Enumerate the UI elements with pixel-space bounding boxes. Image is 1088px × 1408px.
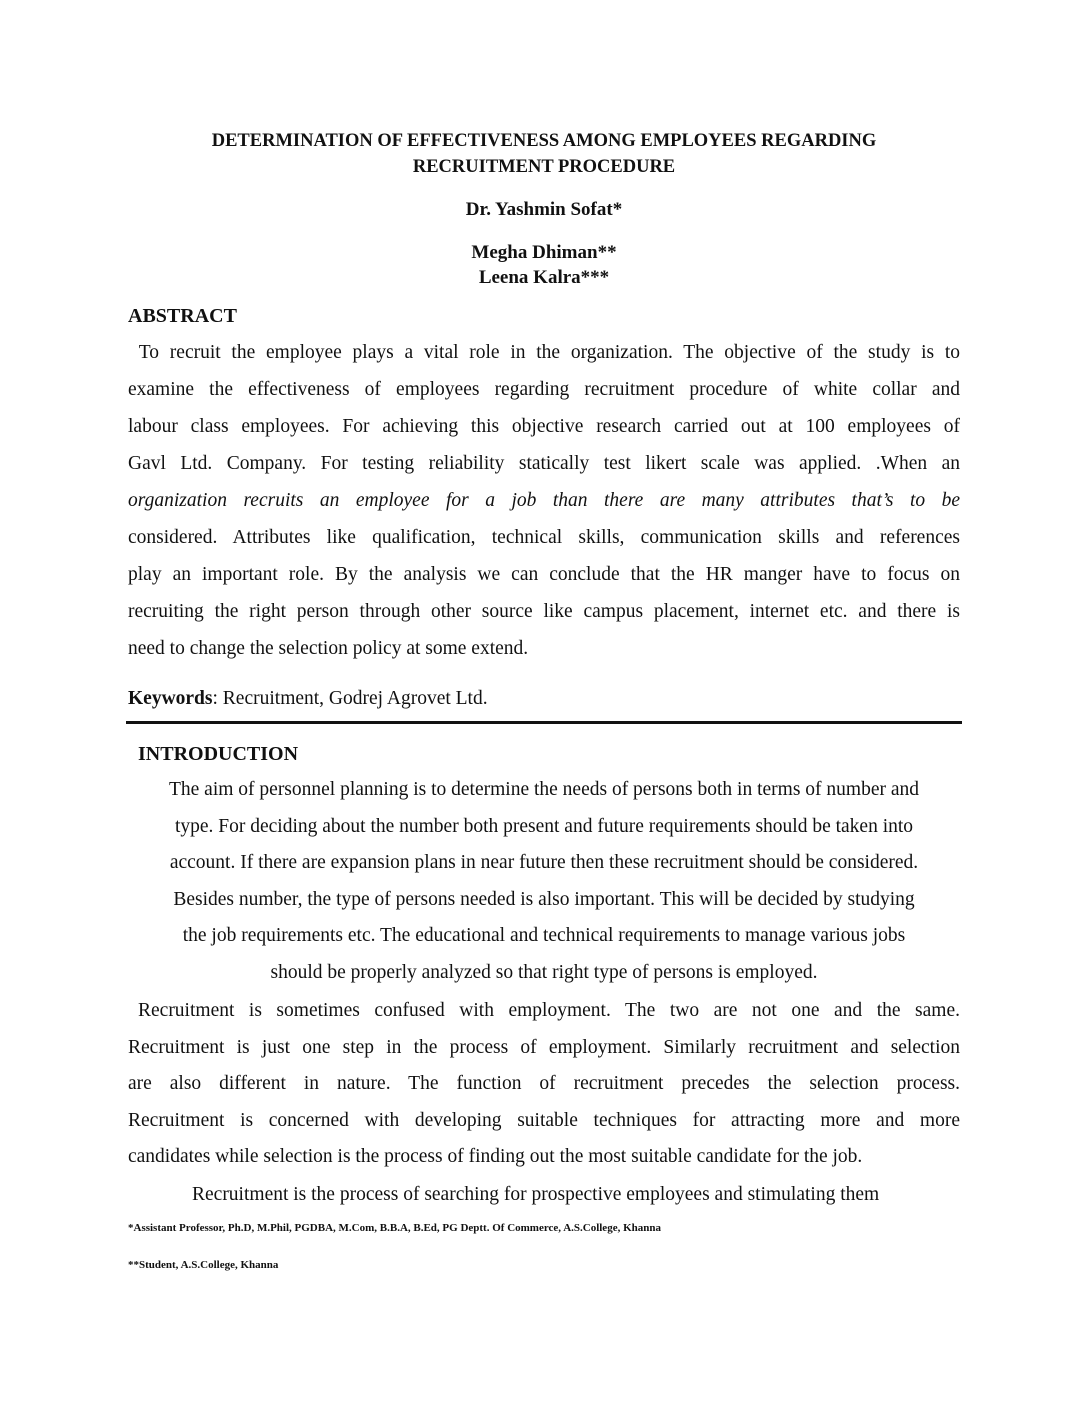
abstract-line: Gavl Ltd. Company. For testing reliability statically test likert scale was applied. .When an [128, 453, 960, 474]
intro-line: account. If there are expansion plans in near future then these recruitment should be considered. [169, 852, 919, 873]
title-line: RECRUITMENT PROCEDURE [412, 157, 676, 177]
keywords-text: : Recruitment, Godrej Agrovet Ltd. [212, 688, 488, 709]
introduction-paragraph-2 [128, 993, 960, 1176]
introduction-paragraph-1 [128, 772, 960, 991]
intro-line: Besides number, the type of persons needed is also important. This will be decided by studying [173, 888, 915, 910]
introduction-heading: INTRODUCTION [138, 743, 299, 765]
intro-line: Recruitment is concerned with developing suitable techniques for attracting more and more [128, 1109, 960, 1131]
abstract-heading: ABSTRACT [128, 305, 237, 327]
intro-line: candidates while selection is the process of finding out the most suitable candidate for the job. [128, 1146, 863, 1167]
intro-line: are also different in nature. The function of recruitment precedes the selection process. [128, 1073, 960, 1094]
intro-line: type. For deciding about the number both present and future requirements should be taken into [174, 815, 914, 837]
paper-title [128, 128, 960, 180]
keywords-label: Keywords [128, 688, 213, 709]
abstract-line: examine the effectiveness of employees regarding recruitment procedure of white collar and [128, 379, 960, 400]
introduction-paragraph-3 [128, 1182, 960, 1208]
abstract-line: labour class employees. For achieving this objective research carried out at 100 employees of [128, 416, 960, 437]
abstract-line: considered. Attributes like qualification, technical skills, communication skills and references [128, 527, 960, 548]
intro-line: Recruitment is just one step in the process of employment. Similarly recruitment and selection [128, 1036, 960, 1058]
abstract-line: need to change the selection policy at some extend. [128, 638, 529, 659]
abstract-line: play an important role. By the analysis we can conclude that the HR manger have to focus on [128, 564, 960, 585]
abstract-line-italic: organization recruits an employee for a job than there are many attributes that’s to be [128, 490, 960, 511]
intro-line: Recruitment is the process of searching for prospective employees and stimulating them [192, 1184, 880, 1205]
abstract-line: To recruit the employee plays a vital role in the organization. The objective of the study is to [128, 342, 960, 363]
abstract-text [128, 334, 960, 667]
footnote: *Assistant Professor, Ph.D, M.Phil, PGDBA, M.Com, B.B.A, B.Ed, PG Deptt. Of Commerce, A.S.College, Khanna [128, 1222, 661, 1234]
author-name: Dr. Yashmin Sofat* [465, 199, 623, 220]
intro-line: Recruitment is sometimes confused with employment. The two are not one and the same. [138, 1000, 960, 1021]
footnote: **Student, A.S.College, Khanna [128, 1259, 279, 1271]
author-name: Megha Dhiman** [471, 242, 617, 263]
keywords [128, 686, 960, 712]
intro-line: The aim of personnel planning is to determine the needs of persons both in terms of number and [168, 779, 920, 800]
title-line: DETERMINATION OF EFFECTIVENESS AMONG EMPLOYEES REGARDING [211, 131, 877, 151]
intro-line: the job requirements etc. The educational and technical requirements to manage various jobs [182, 925, 906, 946]
intro-line: should be properly analyzed so that right type of persons is employed. [270, 961, 818, 983]
abstract-line: recruiting the right person through other source like campus placement, internet etc. and there is [128, 601, 960, 622]
section-divider [126, 721, 962, 724]
author-name: Leena Kalra*** [478, 267, 610, 288]
